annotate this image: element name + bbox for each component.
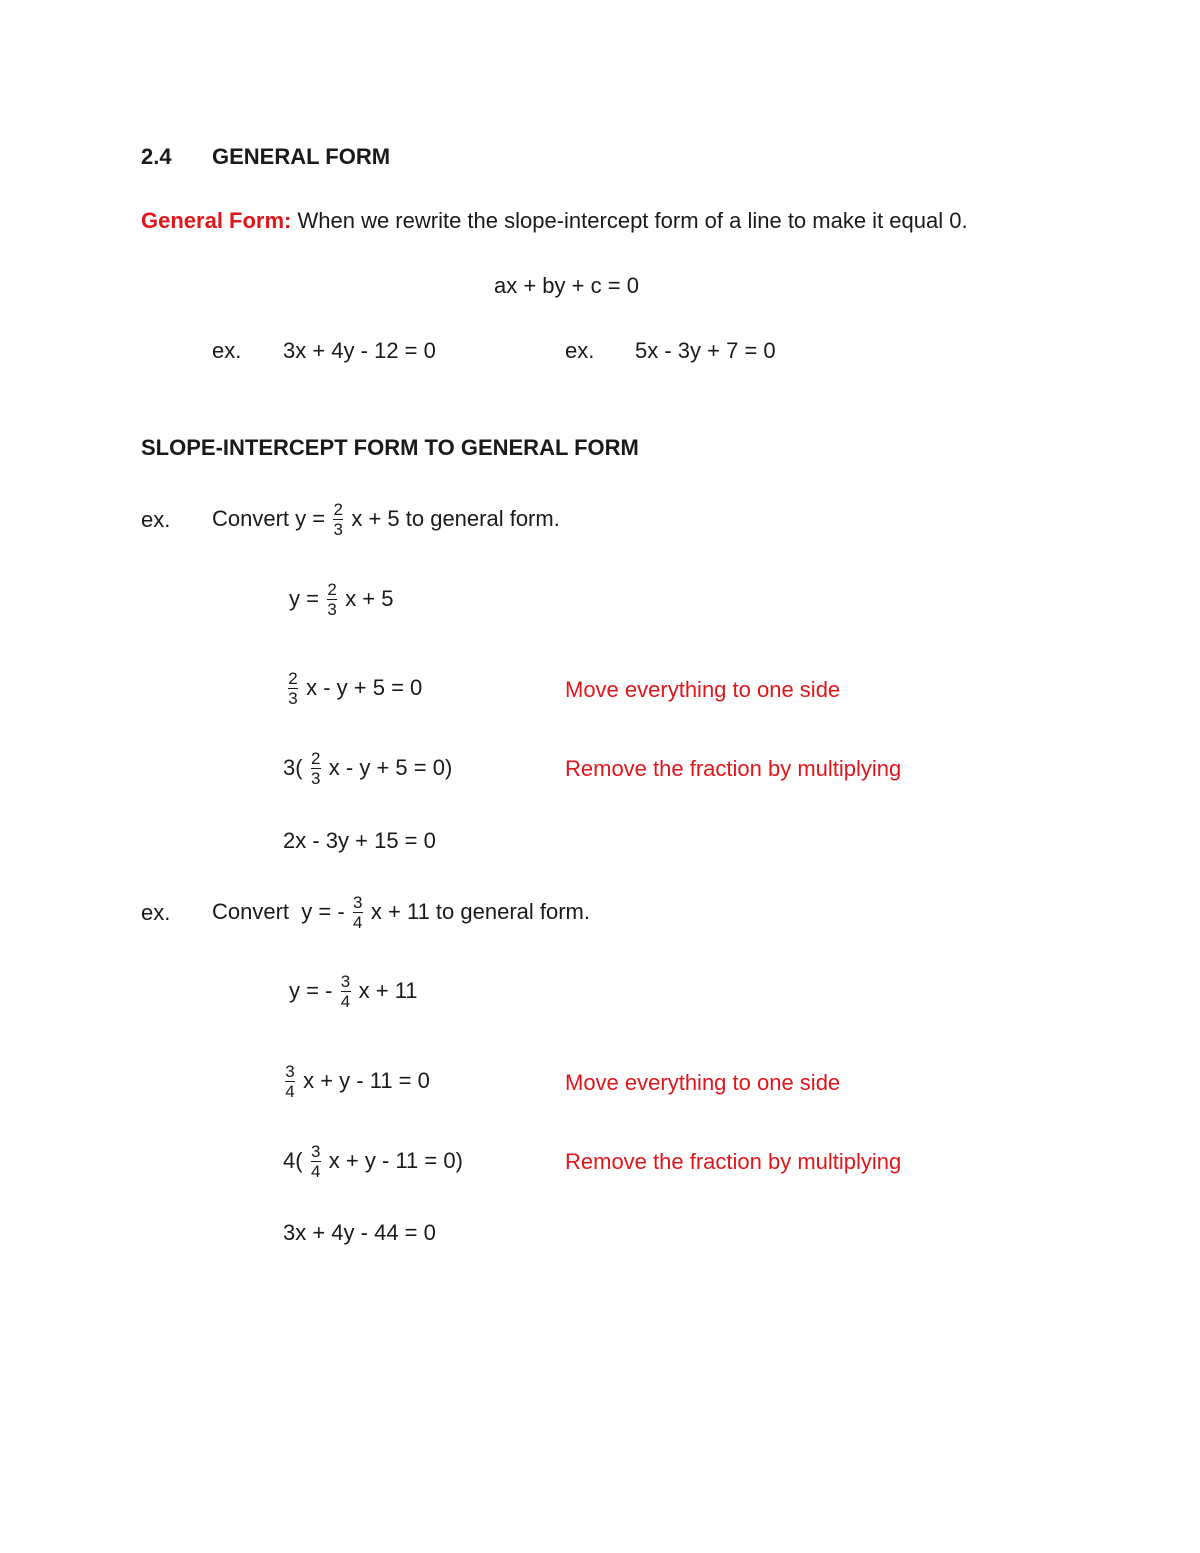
prompt-text: x + 11 to general form. <box>364 899 590 924</box>
fraction: $\frac{2}{3}$ <box>288 668 298 708</box>
section-number: 2.4 <box>141 144 172 169</box>
prompt-text: Convert y = - <box>212 899 351 924</box>
prompt-text: x + 5 to general form. <box>345 506 560 531</box>
example-prefix: ex. <box>141 900 171 925</box>
example-equation: 3x + 4y - 12 = 0 <box>283 338 436 363</box>
step-equation: $\frac{2}{3}$ x - y + 5 = 0 <box>288 668 423 708</box>
example-equation: 5x - 3y + 7 = 0 <box>635 338 776 363</box>
step-note: Remove the fraction by multiplying <box>565 1149 902 1174</box>
fraction: $\frac{2}{3}$ <box>333 499 343 539</box>
fraction: $\frac{3}{4}$ <box>353 892 363 932</box>
prompt-text: Convert y = <box>212 506 332 531</box>
step-result: 2x - 3y + 15 = 0 <box>283 828 436 853</box>
step-equation: y = $\frac{2}{3}$ x + 5 <box>289 579 394 619</box>
definition-line <box>141 210 968 232</box>
fraction: $\frac{3}{4}$ <box>285 1061 295 1101</box>
example-prompt <box>212 497 560 541</box>
example-prefix: ex. <box>565 338 595 363</box>
example-prefix: ex. <box>212 338 242 363</box>
fraction: $\frac{3}{4}$ <box>310 1141 321 1181</box>
step-equation: 4( $\frac{3}{4}$ x + y - 11 = 0) <box>283 1141 463 1181</box>
example-prompt <box>212 890 590 934</box>
fraction: $\frac{3}{4}$ <box>340 971 351 1011</box>
step-equation: $\frac{3}{4}$ x + y - 11 = 0 <box>285 1061 430 1101</box>
definition-text: When we rewrite the slope-intercept form of a line to make it equal 0. <box>291 208 968 233</box>
fraction: $\frac{2}{3}$ <box>327 579 337 619</box>
step-equation: y = - $\frac{3}{4}$ x + 11 <box>289 971 418 1011</box>
fraction: $\frac{2}{3}$ <box>310 748 321 788</box>
section-subtitle: SLOPE-INTERCEPT FORM TO GENERAL FORM <box>141 435 639 460</box>
step-result: 3x + 4y - 44 = 0 <box>283 1220 436 1245</box>
section-title: GENERAL FORM <box>212 144 391 169</box>
example-prefix: ex. <box>141 507 171 532</box>
step-note: Remove the fraction by multiplying <box>565 756 902 781</box>
step-equation: 3( $\frac{2}{3}$ x - y + 5 = 0) <box>283 748 453 788</box>
definition-term: General Form: <box>141 208 292 233</box>
step-note: Move everything to one side <box>565 677 841 702</box>
general-form-formula: ax + by + c = 0 <box>494 273 639 298</box>
step-note: Move everything to one side <box>565 1070 841 1095</box>
